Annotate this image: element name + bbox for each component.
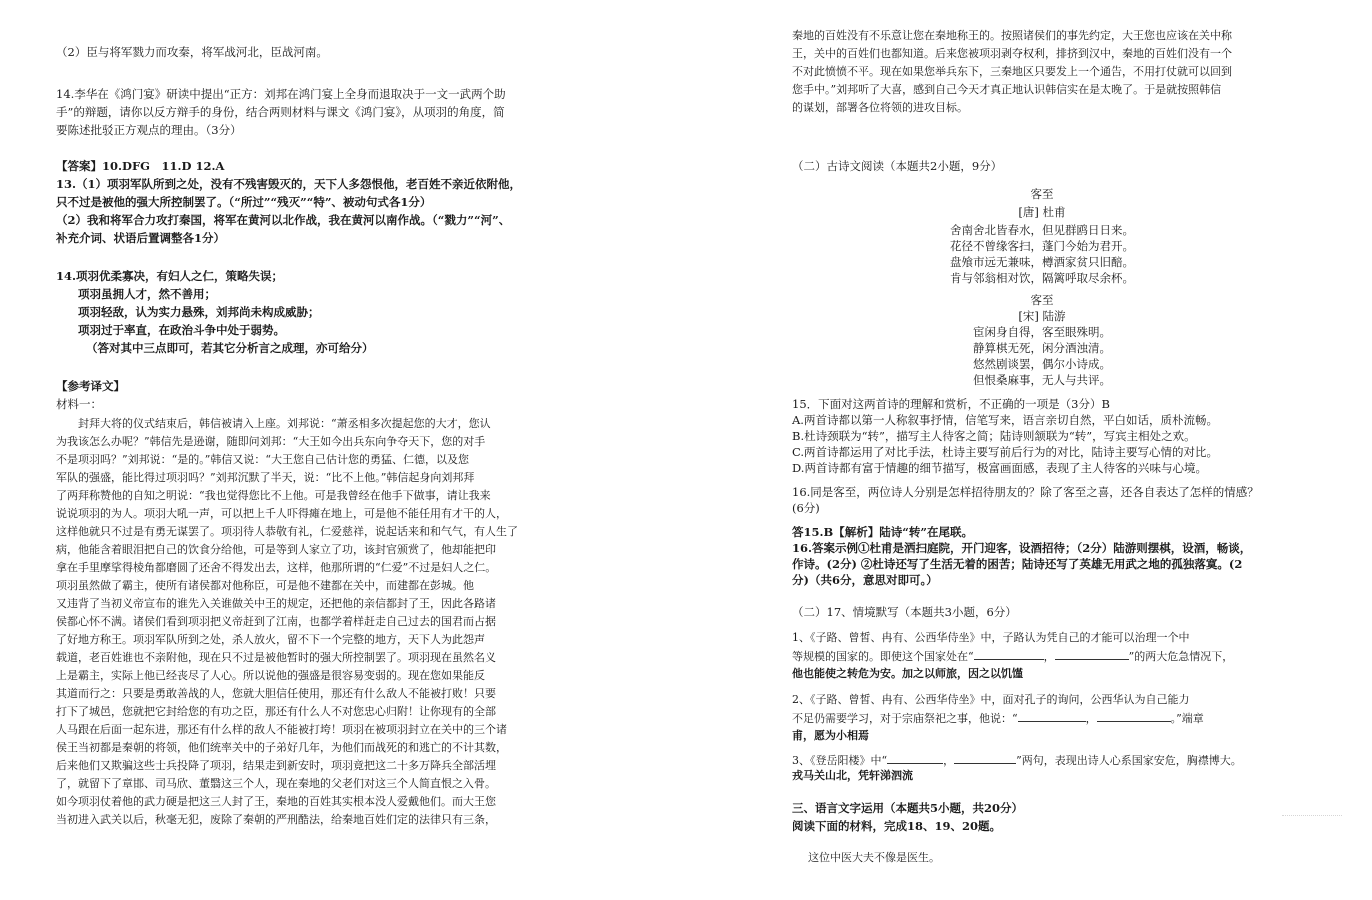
q17-1-blank-1[interactable] — [974, 648, 1044, 660]
q17-1-line: 等规模的国家的。即使这个国家处在“ ， ”的两大危急情况下， — [792, 650, 1234, 663]
poem1-line: 花径不曾缘客扫，蓬门今始为君开。 — [950, 239, 1134, 253]
answer13-line: 只不过是被他的强大所控制罢了。（“所过”“残灭”“特”、被动句式各1分） — [56, 195, 432, 209]
translation-cont-line: 您手中。”刘邦听了大喜，感到自己今天才真正地认识韩信实在是太晚了。于是就按照韩信 — [792, 83, 1222, 96]
translation-line: 拿在手里摩挲得棱角都磨圆了还舍不得发出去，这样，他那所谓的“仁爱”不过是妇人之仁。 — [56, 561, 497, 574]
translation-line: 了，就留下了章邯、司马欣、董翳这三个人，现在秦地的父老们对这三个人简直恨之入骨。 — [56, 777, 496, 790]
answer14-line: 项羽过于率直，在政治斗争中处于弱势。 — [78, 323, 285, 337]
poem2-author: [宋] 陆游 — [1018, 309, 1066, 323]
translation-line: 后来他们又欺骗这些士兵投降了项羽，结果走到新安时，项羽竟把这二十多万降兵全部活埋 — [56, 759, 496, 772]
translation-line: 了两拜称赞他的自知之明说：“我也觉得您比不上他。可是我曾经在他手下做事，请让我来 — [56, 489, 491, 502]
material1-label: 材料一： — [56, 397, 102, 411]
q13-2-sentence: （2）臣与将军戮力而攻秦，将军战河北，臣战河南。 — [56, 45, 328, 59]
q16-line: 16.同是客至，两位诗人分别是怎样招待朋友的？除了客至之喜，还各自表达了怎样的情感？ — [792, 485, 1259, 499]
q17-2-text: 不足仍需要学习，对于宗庙祭祀之事，他说：“ — [792, 712, 1018, 725]
translation-line: 不是项羽吗？”刘邦说：“是的。”韩信又说：“大王您自己估计您的勇猛、仁德，以及您 — [56, 453, 469, 466]
translation-line: 人马跟在后面一起东进，那还有什么样的敌人不能被打垮！项羽在被项羽封立在关中的三个诸 — [56, 723, 507, 736]
q15-option-a: A.两首诗都以第一人称叙事抒情，信笔写来，语言亲切自然，平白如话，质朴流畅。 — [792, 413, 1218, 427]
q14-line: 手”的辩题，请你以反方辩手的身份，结合两则材料与课文《鸿门宴》，从项羽的角度，简 — [56, 105, 505, 119]
q14-line: 14.李华在《鸿门宴》研读中提出“正方：刘邦在鸿门宴上全身而退取决于一文一武两个助 — [56, 87, 506, 101]
section3-title: 三、语言文字运用（本题共5小题，共20分） — [792, 801, 1024, 815]
q17-3-blank-1[interactable] — [887, 752, 943, 764]
poem2-line: 静算棋无死，闲分酒浊清。 — [973, 341, 1111, 355]
q17-1-answer: 他也能使之转危为安。加之以师旅，因之以饥馑 — [792, 667, 1023, 680]
q17-2-blank-2[interactable] — [1097, 710, 1171, 722]
q17-3-line: 3、《登岳阳楼》中“ ， ”两句，表现出诗人心系国家安危，胸襟博大。 — [792, 754, 1242, 767]
translation-cont-line: 秦地的百姓没有不乐意让您在秦地称王的。按照诸侯们的事先约定，大王您也应该在关中称 — [792, 29, 1232, 42]
q17-3-answer: 戎马关山北，凭轩涕泗流 — [792, 769, 913, 782]
q17-2-text: 。”端章 — [1170, 712, 1204, 725]
answer16-line: 分)（共6分，意思对即可。） — [792, 573, 938, 587]
q17-2-line: 不足仍需要学习，对于宗庙祭祀之事，他说：“ ， 。”端章 — [792, 712, 1204, 725]
translation-line: 载道，老百姓谁也不亲附他，现在只不过是被他暂时的强大所控制罢了。项羽现在虽然名义 — [56, 651, 496, 664]
poem2-line: 宦闲身自得，客至眼殊明。 — [973, 325, 1111, 339]
scan-mark — [1282, 815, 1342, 817]
translation-line: 如今项羽仗着他的武力硬是把这三人封了王，秦地的百姓其实根本没人爱戴他们。而大王您 — [56, 795, 496, 808]
translation-line: 侯王当初都是秦朝的将领，他们统率关中的子弟好几年，为他们而战死的和逃亡的不计其数， — [56, 741, 507, 754]
section3-intro: 阅读下面的材料，完成18、19、20题。 — [792, 819, 1002, 833]
translation-cont-line: 的谋划，部署各位将领的进攻目标。 — [792, 101, 968, 114]
translation-line: 又违背了当初义帝宣布的谁先入关谁做关中王的规定，还把他的亲信都封了王，因此各路诸 — [56, 597, 496, 610]
answer16-line: 作诗。(2分) ②杜诗还写了生活无着的困苦；陆诗还写了英雄无用武之地的孤独落寞。(2 — [792, 557, 1243, 571]
section2-title: （二）古诗文阅读（本题共2小题，9分） — [792, 159, 1003, 173]
q17-3-text: ”两句，表现出诗人心系国家安危，胸襟博大。 — [1016, 754, 1242, 767]
translation-line: 军队的强盛，能比得过项羽吗？”刘邦沉默了半天，说：“比不上他。”韩信起身向刘邦拜 — [56, 471, 475, 484]
translation-line: 这样他就只不过是有勇无谋罢了。项羽待人恭敬有礼，仁爱慈祥，说起话来和和气气，有人生了 — [56, 525, 518, 538]
q16-line: (6分) — [792, 501, 820, 515]
translation-line: 侯都心怀不满。诸侯们看到项羽把义帝赶到了江南，也都学着样赶走自己过去的国君而占据 — [56, 615, 496, 628]
translation-line: 上是霸主，实际上他已经丧尽了人心。所以说他的强盛是很容易变弱的。现在您如果能反 — [56, 669, 485, 682]
translation-line: 为我该怎么办呢？”韩信先是逊谢，随即问刘邦：“大王如今出兵东向争夺天下，您的对手 — [56, 435, 486, 448]
poem2-title: 客至 — [1030, 293, 1054, 307]
translation-line: 封拜大将的仪式结束后，韩信被请入上座。刘邦说：“萧丞相多次提起您的大才，您认 — [56, 417, 491, 430]
passage-first-line: 这位中医大夫不像是医生。 — [808, 851, 940, 864]
translation-line: 病，他能含着眼泪把自己的饮食分给他，可是等到人家立了功，该封官颁赏了，他却能把印 — [56, 543, 496, 556]
q15-option-b: B.杜诗颈联为“转”，描写主人待客之简；陆诗则颔联为“转”，写宾主相处之欢。 — [792, 429, 1196, 443]
q17-1-blank-2[interactable] — [1055, 648, 1129, 660]
poem2-line: 悠然剧谈罢，偶尔小诗成。 — [973, 357, 1111, 371]
poem1-line: 肯与邻翁相对饮，隔篱呼取尽余杯。 — [950, 271, 1134, 285]
q17-3-blank-2[interactable] — [954, 752, 1016, 764]
poem1-line: 盘飧市远无兼味，樽酒家贫只旧醅。 — [950, 255, 1134, 269]
poem1-author: [唐] 杜甫 — [1018, 205, 1066, 219]
section17-title: （二）17、情境默写（本题共3小题，6分） — [792, 605, 1017, 619]
translation-line: 其道而行之：只要是勇敢善战的人，您就大胆信任使用，那还有什么敌人不能被打败！只要 — [56, 687, 496, 700]
poem1-line: 舍南舍北皆春水，但见群鸥日日来。 — [950, 223, 1134, 237]
answer13-line: 13.（1）项羽军队所到之处，没有不残害毁灭的，天下人多怨恨他，老百姓不亲近依附他， — [56, 177, 522, 191]
q17-1-text: ”的两大危急情况下， — [1128, 650, 1234, 663]
q14-line: 要陈述批驳正方观点的理由。（3分） — [56, 123, 242, 137]
translation-line: 了好地方称王。项羽军队所到之处，杀人放火，留不下一个完整的地方，天下人为此怨声 — [56, 633, 485, 646]
reference-translation-header: 【参考译文】 — [56, 379, 125, 393]
answer14-line: 项羽轻敌，认为实力悬殊，刘邦尚未构成威胁； — [78, 305, 320, 319]
q17-2-answer: 甫，愿为小相焉 — [792, 729, 869, 742]
q17-3-text: 3、《登岳阳楼》中“ — [792, 754, 888, 767]
q15-stem: 15．下面对这两首诗的理解和赏析，不正确的一项是（3分）B — [792, 397, 1110, 411]
answer14-line: 项羽虽拥人才，然不善用； — [78, 287, 216, 301]
answer14-line: （答对其中三点即可，若其它分析言之成理，亦可给分） — [86, 341, 374, 355]
poem1-title: 客至 — [1030, 187, 1054, 201]
answer14-line: 14.项羽优柔寡决，有妇人之仁，策略失误； — [56, 269, 284, 283]
answer15: 答15.B【解析】陆诗“转”在尾联。 — [792, 525, 973, 539]
translation-line: 说说项羽的为人。项羽大吼一声，可以把上千人吓得瘫在地上，可是他不能任用有才干的人， — [56, 507, 507, 520]
q17-2-line: 2、《子路、曾皙、冉有、公西华侍坐》中，面对孔子的询问，公西华认为自己能力 — [792, 693, 1190, 706]
answer13-line: 补充介词、状语后置调整各1分） — [56, 231, 225, 245]
q17-1-line: 1、《子路、曾皙、冉有、公西华侍坐》中，子路认为凭自己的才能可以治理一个中 — [792, 631, 1190, 644]
translation-line: 打下了城邑，您就把它封给您的有功之臣，那还有什么人不对您忠心归附！让你现有的全部 — [56, 705, 496, 718]
answer13-line: （2）我和将军合力攻打秦国，将军在黄河以北作战，我在黄河以南作战。（“戮力”“河”、 — [56, 213, 511, 227]
poem2-line: 但恨桑麻事，无人与共评。 — [973, 373, 1111, 387]
q17-2-blank-1[interactable] — [1018, 710, 1086, 722]
q17-1-text: 等规模的国家的。即使这个国家处在“ — [792, 650, 974, 663]
answer16-line: 16.答案示例①杜甫是洒扫庭院，开门迎客，设酒招待；（2分）陆游则摆棋，设酒，畅谈， — [792, 541, 1252, 555]
answer-header: 【答案】10.DFG 11.D 12.A — [56, 159, 225, 173]
q15-option-c: C.两首诗都运用了对比手法，杜诗主要写前后行为的对比，陆诗主要写心情的对比。 — [792, 445, 1219, 459]
translation-cont-line: 王，关中的百姓们也都知道。后来您被项羽剥夺权利，排挤到汉中，秦地的百姓们没有一个 — [792, 47, 1232, 60]
translation-cont-line: 不对此愤愤不平。现在如果您举兵东下，三秦地区只要发上一个通告，不用打仗就可以回到 — [792, 65, 1232, 78]
q15-option-d: D.两首诗都有富于情趣的细节描写，极富画面感，表现了主人待客的兴味与心境。 — [792, 461, 1207, 475]
translation-line: 项羽虽然做了霸主，使所有诸侯都对他称臣，可是他不建都在关中，而建都在彭城。他 — [56, 579, 474, 592]
translation-line: 当初进入武关以后，秋毫无犯，废除了秦朝的严刑酷法，给秦地百姓们定的法律只有三条， — [56, 813, 496, 826]
